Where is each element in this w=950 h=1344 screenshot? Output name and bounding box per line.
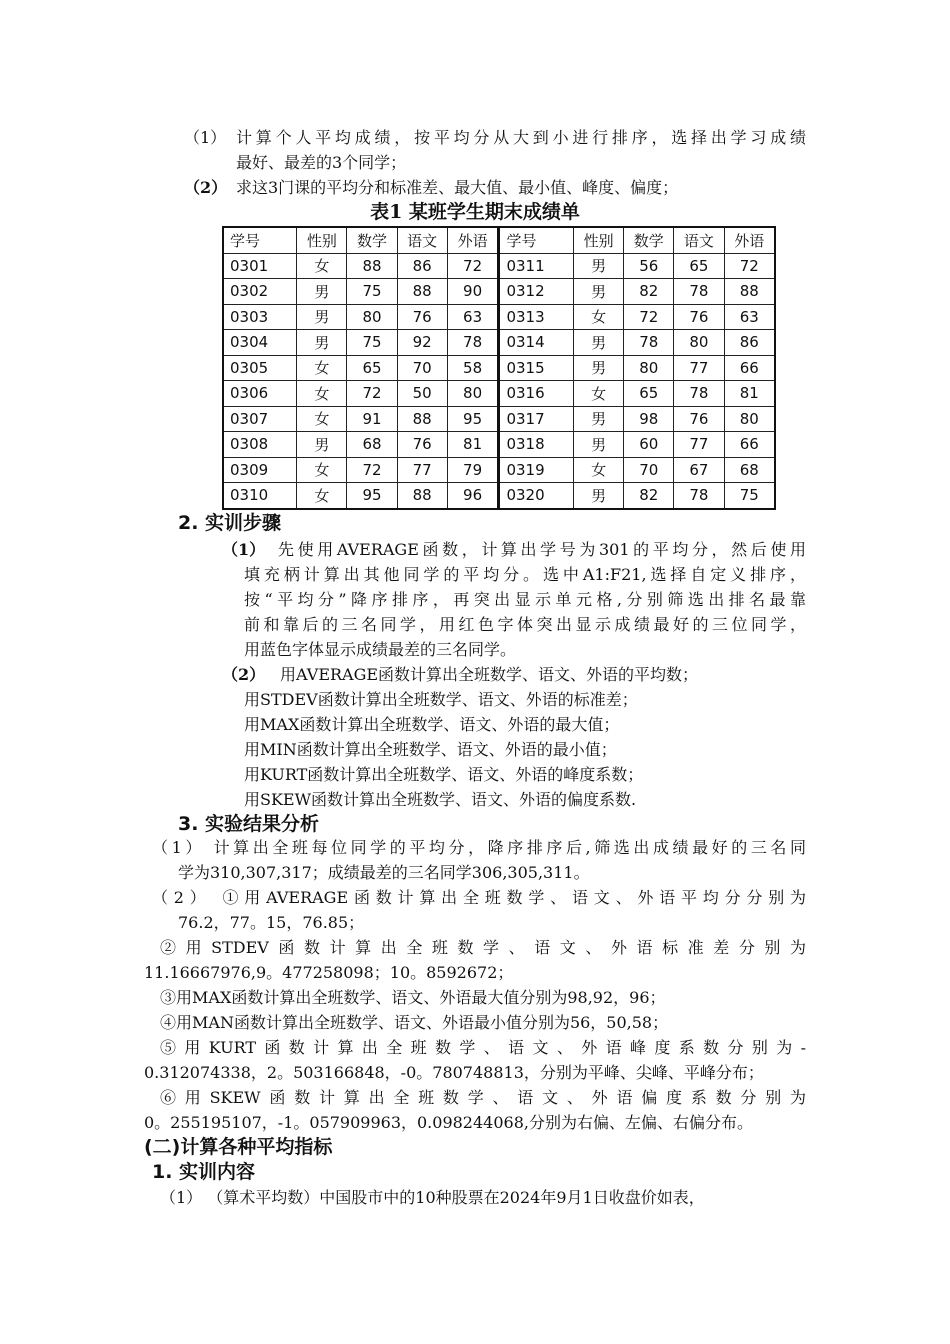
cell-student-id: 0304 xyxy=(223,330,297,356)
cell-chinese: 77 xyxy=(397,457,447,483)
cell-gender: 女 xyxy=(297,355,347,381)
cell-math: 75 xyxy=(347,279,397,305)
cell-math: 91 xyxy=(347,406,397,432)
cell-english: 95 xyxy=(447,406,499,432)
step2-line5: 用KURT函数计算出全班数学、语文、外语的峰度系数； xyxy=(244,765,644,784)
cell-student-id: 0302 xyxy=(223,279,297,305)
intro-item1-number: （1） xyxy=(184,128,227,147)
result7-line2: 0。255195107，-1。057909963，0.098244068,分别为右偏、左偏、右偏分布。 xyxy=(144,1113,753,1132)
step1-line3: 按“平均分”降序排序，再突出显示单元格,分别筛选出排名最靠 xyxy=(244,590,806,609)
cell-student-id-2: 0311 xyxy=(499,253,574,279)
cell-gender: 女 xyxy=(297,253,347,279)
cell-gender-2: 男 xyxy=(574,330,624,356)
step1-line1: 先使用AVERAGE函数，计算出学号为301的平均分，然后使用 xyxy=(278,540,806,559)
cell-gender-2: 女 xyxy=(574,457,624,483)
cell-chinese: 76 xyxy=(397,432,447,458)
cell-chinese: 88 xyxy=(397,483,447,509)
cell-math: 68 xyxy=(347,432,397,458)
cell-gender: 男 xyxy=(297,432,347,458)
cell-english: 90 xyxy=(447,279,499,305)
cell-math-2: 70 xyxy=(624,457,674,483)
cell-gender-2: 女 xyxy=(574,304,624,330)
cell-chinese: 76 xyxy=(397,304,447,330)
cell-chinese-2: 76 xyxy=(674,304,724,330)
cell-math-2: 80 xyxy=(624,355,674,381)
header-gender-2: 性别 xyxy=(574,227,624,253)
result1-line2: 学为310,307,317；成绩最差的三名同学306,305,311。 xyxy=(178,863,590,882)
cell-student-id-2: 0315 xyxy=(499,355,574,381)
table-row xyxy=(223,279,775,305)
cell-gender-2: 男 xyxy=(574,355,624,381)
step1-line4: 前和靠后的三名同学，用红色字体突出显示成绩最好的三位同学， xyxy=(244,615,806,634)
cell-english-2: 80 xyxy=(724,406,775,432)
section2-heading: (二)计算各种平均指标 xyxy=(144,1136,333,1158)
cell-student-id-2: 0312 xyxy=(499,279,574,305)
step2-number: （2） xyxy=(222,665,266,684)
table-row xyxy=(223,304,775,330)
result5-line: ④用MAN函数计算出全班数学、语文、外语最小值分别为56，50,58； xyxy=(160,1013,669,1032)
cell-english-2: 63 xyxy=(724,304,775,330)
intro-item2-line1: 求这3门课的平均分和标准差、最大值、最小值、峰度、偏度； xyxy=(236,178,679,197)
intro-item2-number: （2） xyxy=(184,178,228,197)
cell-math-2: 56 xyxy=(624,253,674,279)
cell-chinese-2: 78 xyxy=(674,483,724,509)
cell-math-2: 82 xyxy=(624,279,674,305)
cell-chinese-2: 67 xyxy=(674,457,724,483)
cell-english: 63 xyxy=(447,304,499,330)
cell-student-id: 0301 xyxy=(223,253,297,279)
cell-english-2: 66 xyxy=(724,432,775,458)
result4-line: ③用MAX函数计算出全班数学、语文、外语最大值分别为98,92，96； xyxy=(160,988,666,1007)
table-header-row xyxy=(223,227,775,253)
cell-chinese-2: 78 xyxy=(674,279,724,305)
cell-chinese: 88 xyxy=(397,406,447,432)
cell-chinese-2: 80 xyxy=(674,330,724,356)
section2-line1: （1） （算术平均数）中国股市中的10种股票在2024年9月1日收盘价如表， xyxy=(160,1188,705,1207)
cell-student-id: 0310 xyxy=(223,483,297,509)
table-row xyxy=(223,406,775,432)
cell-english-2: 81 xyxy=(724,381,775,407)
cell-chinese-2: 77 xyxy=(674,432,724,458)
cell-english-2: 68 xyxy=(724,457,775,483)
header-gender: 性别 xyxy=(297,227,347,253)
table-row xyxy=(223,330,775,356)
cell-english-2: 86 xyxy=(724,330,775,356)
cell-english: 79 xyxy=(447,457,499,483)
cell-gender: 女 xyxy=(297,457,347,483)
cell-math: 95 xyxy=(347,483,397,509)
step2-line4: 用MIN函数计算出全班数学、语文、外语的最小值； xyxy=(244,740,617,759)
section2-subheading: 1. 实训内容 xyxy=(152,1161,256,1183)
result3-line1: ②用STDEV函数计算出全班数学、语文、外语标准差分别为 xyxy=(160,938,806,957)
result1-line1: （1） 计算出全班每位同学的平均分，降序排序后,筛选出成绩最好的三名同 xyxy=(152,838,806,857)
cell-student-id: 0307 xyxy=(223,406,297,432)
cell-english-2: 66 xyxy=(724,355,775,381)
cell-math: 72 xyxy=(347,381,397,407)
cell-gender: 男 xyxy=(297,279,347,305)
cell-english-2: 88 xyxy=(724,279,775,305)
table-row xyxy=(223,253,775,279)
cell-math-2: 82 xyxy=(624,483,674,509)
cell-chinese-2: 77 xyxy=(674,355,724,381)
cell-math: 72 xyxy=(347,457,397,483)
cell-gender-2: 男 xyxy=(574,483,624,509)
cell-chinese: 88 xyxy=(397,279,447,305)
cell-student-id-2: 0318 xyxy=(499,432,574,458)
cell-gender-2: 男 xyxy=(574,406,624,432)
cell-math: 75 xyxy=(347,330,397,356)
cell-chinese-2: 65 xyxy=(674,253,724,279)
cell-chinese: 50 xyxy=(397,381,447,407)
table-row xyxy=(223,355,775,381)
cell-student-id-2: 0320 xyxy=(499,483,574,509)
cell-student-id: 0305 xyxy=(223,355,297,381)
cell-english: 58 xyxy=(447,355,499,381)
table-row xyxy=(223,483,775,509)
header-student-id: 学号 xyxy=(223,227,297,253)
grades-table xyxy=(222,226,776,510)
cell-math: 80 xyxy=(347,304,397,330)
cell-math-2: 65 xyxy=(624,381,674,407)
cell-gender: 男 xyxy=(297,330,347,356)
cell-gender-2: 女 xyxy=(574,381,624,407)
result2-line2: 76.2，77。15，76.85； xyxy=(178,913,365,932)
cell-gender: 女 xyxy=(297,381,347,407)
cell-student-id-2: 0314 xyxy=(499,330,574,356)
cell-english: 80 xyxy=(447,381,499,407)
result7-line1: ⑥用SKEW函数计算出全班数学、语文、外语偏度系数分别为 xyxy=(160,1088,806,1107)
result6-line1: ⑤用KURT函数计算出全班数学、语文、外语峰度系数分别为- xyxy=(160,1038,806,1057)
cell-chinese: 70 xyxy=(397,355,447,381)
cell-english-2: 72 xyxy=(724,253,775,279)
cell-student-id: 0308 xyxy=(223,432,297,458)
cell-gender: 女 xyxy=(297,483,347,509)
cell-student-id-2: 0313 xyxy=(499,304,574,330)
cell-chinese: 92 xyxy=(397,330,447,356)
header-math: 数学 xyxy=(347,227,397,253)
step1-line5: 用蓝色字体显示成绩最差的三名同学。 xyxy=(244,640,517,659)
result2-line1: （2） ①用AVERAGE函数计算出全班数学、语文、外语平均分分别为 xyxy=(152,888,806,907)
cell-student-id-2: 0317 xyxy=(499,406,574,432)
step2-line6: 用SKEW函数计算出全班数学、语文、外语的偏度系数. xyxy=(244,790,637,809)
cell-chinese-2: 78 xyxy=(674,381,724,407)
cell-chinese-2: 76 xyxy=(674,406,724,432)
cell-gender-2: 男 xyxy=(574,279,624,305)
header-math-2: 数学 xyxy=(624,227,674,253)
cell-gender: 男 xyxy=(297,304,347,330)
step2-line1: 用AVERAGE函数计算出全班数学、语文、外语的平均数； xyxy=(280,665,699,684)
header-chinese-2: 语文 xyxy=(674,227,724,253)
cell-math: 65 xyxy=(347,355,397,381)
steps-heading: 2. 实训步骤 xyxy=(178,512,282,534)
header-english-2: 外语 xyxy=(724,227,775,253)
cell-english: 96 xyxy=(447,483,499,509)
cell-english-2: 75 xyxy=(724,483,775,509)
cell-math-2: 98 xyxy=(624,406,674,432)
cell-english: 78 xyxy=(447,330,499,356)
cell-student-id: 0309 xyxy=(223,457,297,483)
cell-math-2: 78 xyxy=(624,330,674,356)
step2-line3: 用MAX函数计算出全班数学、语文、外语的最大值； xyxy=(244,715,620,734)
header-chinese: 语文 xyxy=(397,227,447,253)
cell-english: 81 xyxy=(447,432,499,458)
result6-line2: 0.312074338，2。503166848，-0。780748813，分别为平峰、尖峰、平峰分布； xyxy=(144,1063,764,1082)
step1-line2: 填充柄计算出其他同学的平均分。选中A1:F21,选择自定义排序， xyxy=(244,565,806,584)
cell-gender-2: 男 xyxy=(574,253,624,279)
cell-student-id-2: 0316 xyxy=(499,381,574,407)
cell-student-id: 0306 xyxy=(223,381,297,407)
cell-math-2: 72 xyxy=(624,304,674,330)
step1-number: （1） xyxy=(222,540,266,559)
header-english: 外语 xyxy=(447,227,499,253)
step2-line2: 用STDEV函数计算出全班数学、语文、外语的标准差； xyxy=(244,690,638,709)
cell-math: 88 xyxy=(347,253,397,279)
cell-student-id: 0303 xyxy=(223,304,297,330)
table-row xyxy=(223,457,775,483)
cell-math-2: 60 xyxy=(624,432,674,458)
table-row xyxy=(223,381,775,407)
table-row xyxy=(223,432,775,458)
results-heading: 3. 实验结果分析 xyxy=(178,813,320,835)
table-caption: 表1 某班学生期末成绩单 xyxy=(370,201,580,223)
result3-line2: 11.16667976,9。477258098；10。8592672； xyxy=(144,963,514,982)
cell-student-id-2: 0319 xyxy=(499,457,574,483)
cell-english: 72 xyxy=(447,253,499,279)
intro-item1-line2: 最好、最差的3个同学； xyxy=(236,153,407,172)
cell-gender: 女 xyxy=(297,406,347,432)
cell-gender-2: 男 xyxy=(574,432,624,458)
intro-item1-line1: 计算个人平均成绩，按平均分从大到小进行排序，选择出学习成绩 xyxy=(236,128,806,147)
cell-chinese: 86 xyxy=(397,253,447,279)
header-student-id-2: 学号 xyxy=(499,227,574,253)
